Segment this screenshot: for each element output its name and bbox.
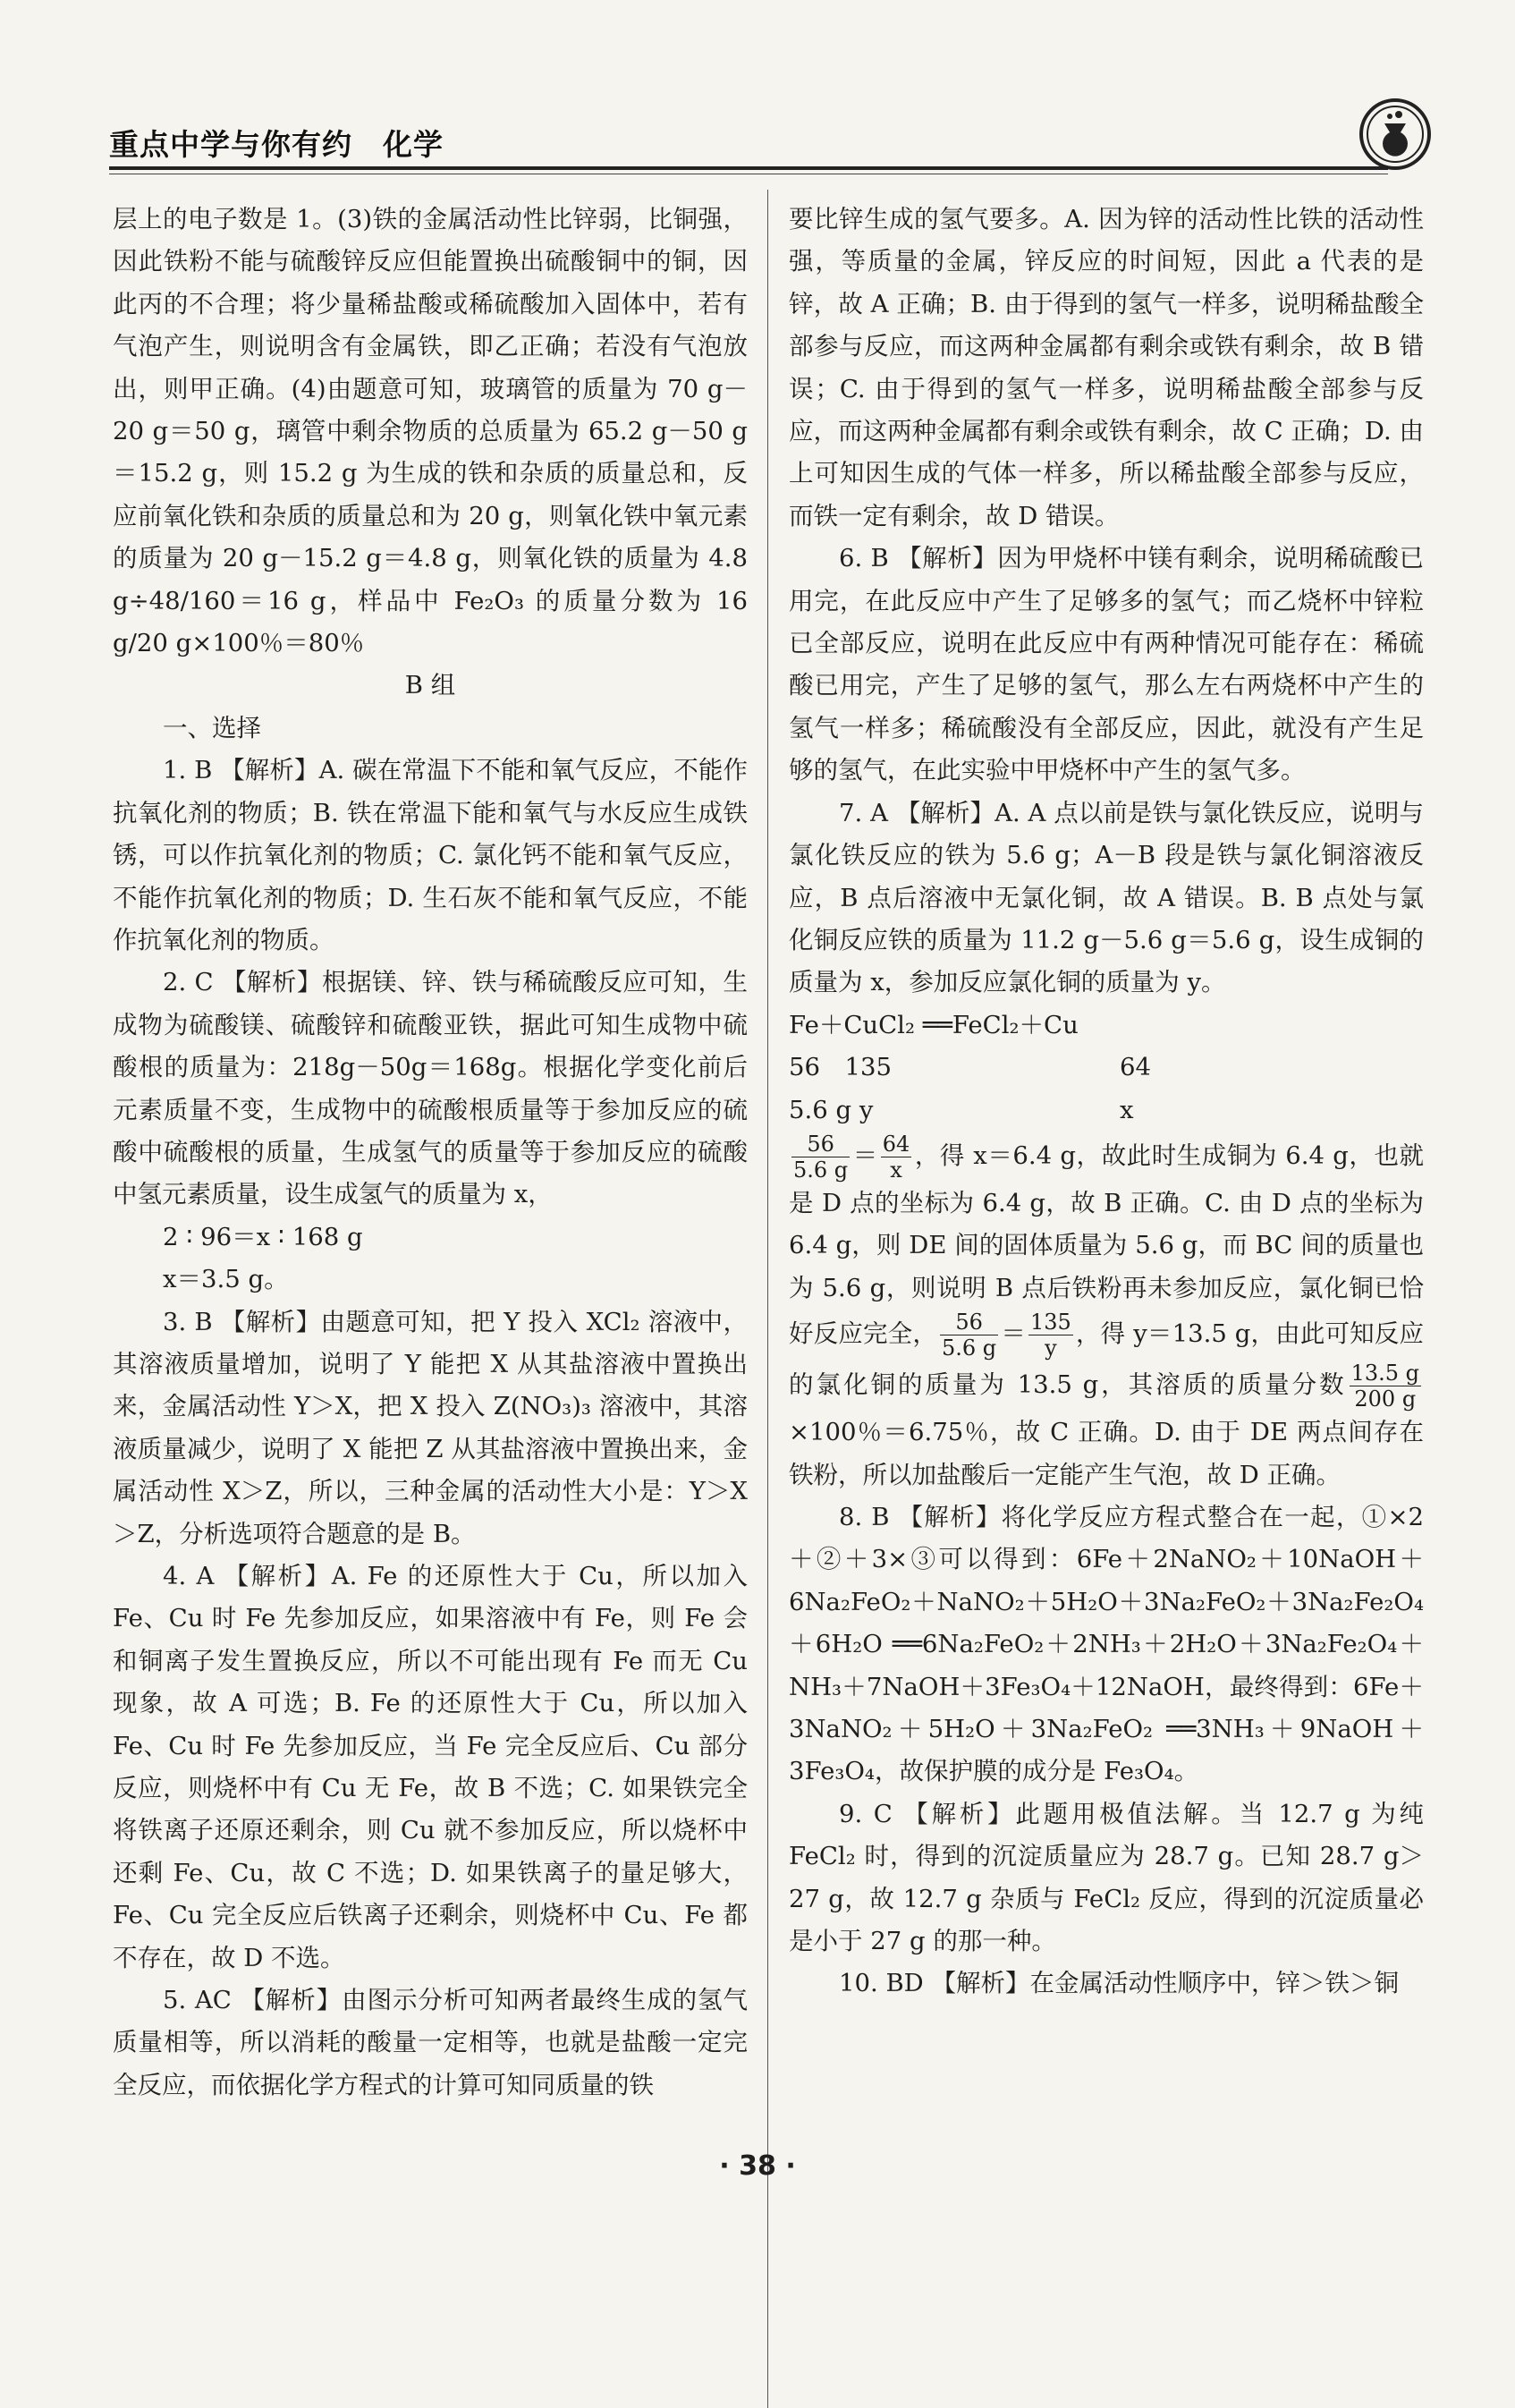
numerator: 64 [882,1131,910,1157]
answer-item: 1. B 【解析】A. 碳在常温下不能和氧气反应，不能作抗氧化剂的物质；B. 铁在常温下能和氧气与水反应生成铁锈，可以作抗氧化剂的物质；C. 氯化钙不能和氧气反应，不能作抗氧化剂的物质；D. 生石灰不能和氧气反应，不能作抗氧化剂的物质。 [113,756,748,954]
right-column [789,199,1424,2005]
mass-values: 56 135 [789,1053,892,1082]
mass-values: 5.6 g y [789,1095,874,1124]
fraction [1350,1361,1421,1412]
fraction [1028,1310,1073,1361]
numerator: 135 [1030,1310,1071,1335]
fraction [940,1310,998,1361]
subsection-heading: 一、选择 [163,713,261,742]
chemical-equation: Fe＋CuCl₂ ══FeCl₂＋Cu [789,1010,1079,1039]
denominator: 5.6 g [793,1157,849,1183]
header-title: 重点中学与你有约 化学 [109,127,444,162]
answer-text-part: ，得 x＝6.4 g，故此时生成铜为 6.4 g，也就是 D 点的坐标为 6.4 g，故 B 正确。C. 由 D 点的坐标为 6.4 g，则 DE 间的固体质量为 5.6 g，而 BC 间的质量也为 5.6 g，则说明 B 点后铁粉再未参加反应，氯化铜已恰好反应完全， [789,1140,1425,1349]
answer-text-part: ×100％＝6.75％，故 C 正确。D. 由于 DE 两点间存在铁粉，所以加盐酸后一定能产生气泡，故 D 正确。 [789,1418,1424,1489]
numerator: 56 [791,1132,850,1157]
equation-line: 2 ∶ 96＝x ∶ 168 g [163,1222,363,1251]
mass-value: x [1120,1095,1134,1124]
answer-item: 6. B 【解析】因为甲烧杯中镁有剩余，说明稀硫酸已用完，在此反应中产生了足够多的氢气；而乙烧杯中锌粒已全部反应，说明在此反应中有两种情况可能存在：稀硫酸已用完，产生了足够的氢气，那么左右两烧杯中产生的氢气一样多；稀硫酸没有全部反应，因此，就没有产生足够的氢气，在此实验中甲烧杯中产生的氢气多。 [789,544,1424,785]
answer-item: 5. AC 【解析】由图示分析可知两者最终生成的氢气质量相等，所以消耗的酸量一定相等，也就是盐酸一定完全反应，而依据化学方程式的计算可知同质量的铁 [113,1986,748,2099]
answer-item: 10. BD 【解析】在金属活动性顺序中，锌＞铁＞铜 [839,1969,1399,1998]
header-rule [109,166,1388,170]
section-heading: B 组 [404,671,456,700]
paragraph: 层上的电子数是 1。(3)铁的金属活动性比锌弱，比铜强，因此铁粉不能与硫酸锌反应但能置换出硫酸铜中的铜，因此丙的不合理；将少量稀盐酸或稀硫酸加入固体中，若有气泡产生，则说明含有金属铁，即乙正确；若没有气泡放出，则甲正确。(4)由题意可知，玻璃管的质量为 70 g－20 g＝50 g，璃管中剩余物质的总质量为 65.2 g－50 g＝15.2 g，则 15.2 g 为生成的铁和杂质的质量总和，反应前氧化铁和杂质的质量总和为 20 g，则氧化铁中氧元素的质量为 20 g－15.2 g＝4.8 g，则氧化铁的质量为 4.8 g÷48/160＝16 g，样品中 Fe₂O₃ 的质量分数为 16 g/20 g×100％＝80％ [113,205,748,658]
equation-line: x＝3.5 g。 [163,1265,289,1294]
denominator: 200 g [1354,1386,1417,1412]
denominator: 5.6 g [942,1335,997,1361]
paragraph: 要比锌生成的氢气要多。A. 因为锌的活动性比铁的活动性强，等质量的金属，锌反应的时间短，因此 a 代表的是锌，故 A 正确；B. 由于得到的氢气一样多，说明稀盐酸全部参与反应，而这两种金属都有剩余或铁有剩余，故 B 错误；C. 由于得到的氢气一样多，说明稀盐酸全部参与反应，而这两种金属都有剩余或铁有剩余，故 C 正确；D. 由上可知因生成的气体一样多，所以稀盐酸全部参与反应，而铁一定有剩余，故 D 错误。 [789,205,1424,530]
answer-item: 3. B 【解析】由题意可知，把 Y 投入 XCl₂ 溶液中，其溶液质量增加，说明了 Y 能把 X 从其盐溶液中置换出来，金属活动性 Y＞X，把 X 投入 Z(NO₃)₃ 溶液中，其溶液质量减少，说明了 X 能把 Z 从其盐溶液中置换出来，金属活动性 X＞Z，所以，三种金属的活动性大小是：Y＞X＞Z，分析选项符合题意的是 B。 [113,1307,748,1548]
mass-value: 64 [1120,1053,1151,1082]
answer-item: 8. B 【解析】将化学反应方程式整合在一起，①×2＋②＋3×③可以得到：6Fe＋2NaNO₂＋10NaOH＋6Na₂FeO₂＋NaNO₂＋5H₂O＋3Na₂FeO₂＋3Na₂Fe₂O₄＋6H₂O ══6Na₂FeO₂＋2NH₃＋2H₂O＋3Na₂Fe₂O₄＋NH₃＋7NaOH＋3Fe₃O₄＋12NaOH，最终得到：6Fe＋3NaNO₂＋5H₂O＋3Na₂FeO₂ ══3NH₃＋9NaOH＋3Fe₃O₄，故保护膜的成分是 Fe₃O₄。 [789,1502,1424,1786]
flask-logo-icon [1358,97,1433,172]
fraction [881,1132,912,1183]
denominator: y [1045,1335,1057,1361]
column-divider [767,190,768,2408]
mass-row [789,1047,1424,1089]
numerator: 56 [940,1310,998,1335]
left-column [113,199,748,2107]
answer-text-part: ，得 y＝13.5 g，由此可知反应的氯化铜的质量为 13.5 g，其溶质的质量分数 [789,1319,1425,1400]
answer-item: 7. A 【解析】A. A 点以前是铁与氯化铁反应，说明与氯化铁反应的铁为 5.6 g；A－B 段是铁与氯化铜溶液反应，B 点后溶液中无氯化铜，故 A 错误。B. B 点处与氯化铜反应铁的质量为 11.2 g－5.6 g＝5.6 g，设生成铜的质量为 x，参加反应氯化铜的质量为 y。 [789,798,1424,997]
answer-item: 4. A 【解析】A. Fe 的还原性大于 Cu，所以加入 Fe、Cu 时 Fe 先参加反应，如果溶液中有 Fe，则 Fe 会和铜离子发生置换反应，所以不可能出现有 Fe 而无 Cu 现象，故 A 可选；B. Fe 的还原性大于 Cu，所以加入 Fe、Cu 时 Fe 先参加反应，当 Fe 完全反应后、Cu 部分反应，则烧杯中有 Cu 无 Fe，故 B 不选；C. 如果铁完全将铁离子还原还剩余，则 Cu 就不参加反应，所以烧杯中还剩 Fe、Cu，故 C 不选；D. 如果铁离子的量足够大，Fe、Cu 完全反应后铁离子还剩余，则烧杯中 Cu、Fe 都不存在，故 D 不选。 [113,1562,748,1972]
denominator: x [890,1157,902,1183]
mass-row [789,1090,1424,1132]
fraction [791,1132,850,1183]
answer-text: $\frac{56}{5.6 g}$ ＝ $\frac{64}{x}$ ，得 x＝6.4 g，故此时生成铜为 6.4 g，也就是 D 点的坐标为 6.4 g，故 B 正确。C. 由 D 点的坐标为 6.4 g，则 DE 间的固体质量为 5.6 g，而 BC 间的质量也为 5.6 g，则说明 B 点后铁粉再未参加反应，氯化铜已恰好反应完全， $\frac{56}{5.6 g}$ ＝ $\frac{135}{y}$ ，得 y＝13.5 g，由此可知反应的氯化铜的质量为 13.5 g，其溶质的质量分数 $\frac{13.5 g}{200 g}$ ×100％＝6.75％，故 C 正确。D. 由于 DE 两点间存在铁粉，所以加盐酸后一定能产生气泡，故 D 正确。 [789,1131,1425,1489]
page-number: · 38 · [719,2150,796,2182]
numerator: 13.5 g [1350,1361,1419,1386]
page-header [109,114,1433,168]
answer-item: 9. C 【解析】此题用极值法解。当 12.7 g 为纯 FeCl₂ 时，得到的沉淀质量应为 28.7 g。已知 28.7 g＞27 g，故 12.7 g 杂质与 FeCl₂ 反应，得到的沉淀质量必是小于 27 g 的那一种。 [789,1799,1424,1956]
answer-item: 2. C 【解析】根据镁、锌、铁与稀硫酸反应可知，生成物为硫酸镁、硫酸锌和硫酸亚铁，据此可知生成物中硫酸根的质量为：218g－50g＝168g。根据化学变化前后元素质量不变，生成物中的硫酸根质量等于参加反应的硫酸中硫酸根的质量，生成氢气的质量等于参加反应的硫酸中氢元素质量，设生成氢气的质量为 x， [113,968,748,1209]
